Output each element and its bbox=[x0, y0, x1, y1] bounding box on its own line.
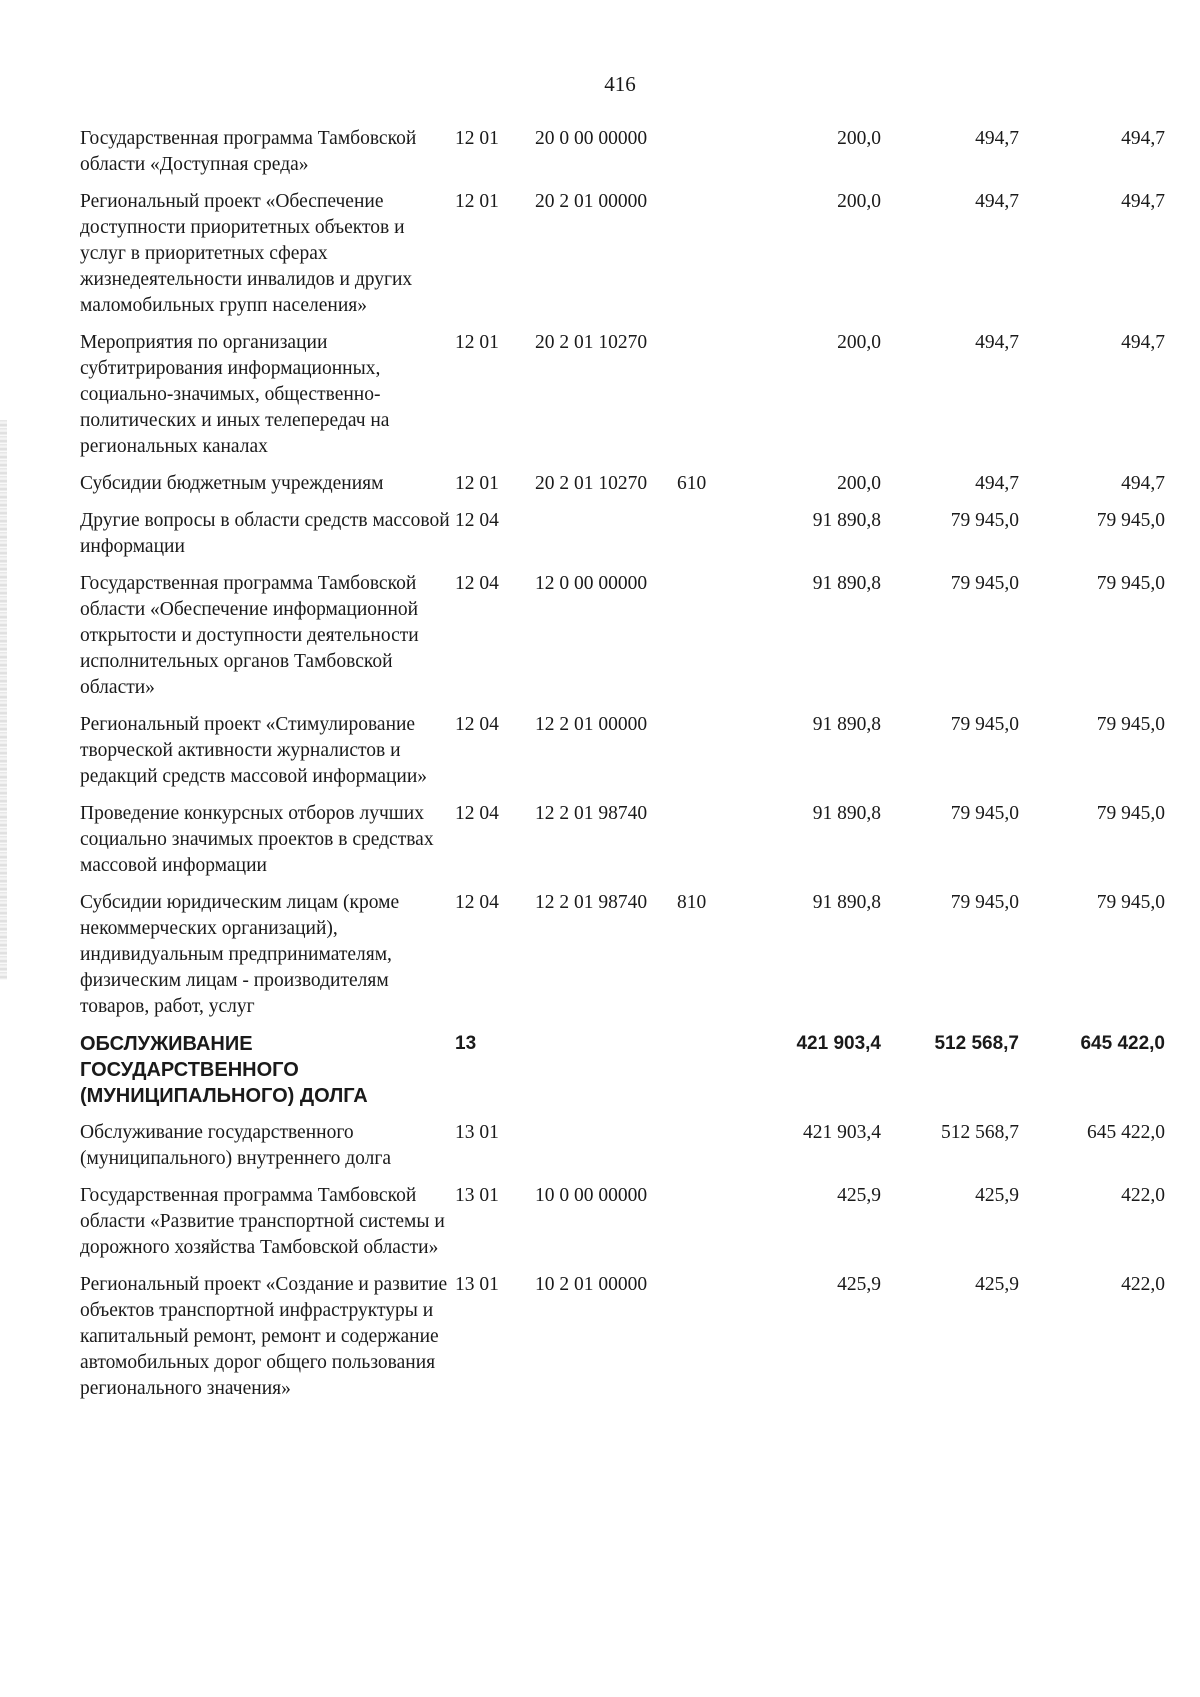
budget-table bbox=[80, 126, 1165, 1413]
amount-year-1: 200,0 bbox=[837, 128, 881, 149]
target-article-code: 20 2 01 10270 bbox=[535, 473, 648, 494]
section-code: 13 01 bbox=[455, 1185, 499, 1206]
target-article-code: 12 0 00 00000 bbox=[535, 573, 648, 594]
amount-year-2: 512 568,7 bbox=[941, 1122, 1019, 1143]
expense-name: Обслуживание государственного (муниципального) внутреннего долга bbox=[80, 1122, 392, 1169]
table-row bbox=[80, 508, 1165, 571]
expense-name: Региональный проект «Стимулирование творческой активности журналистов и редакций средств массовой информации» bbox=[80, 714, 428, 787]
target-article-code bbox=[535, 1120, 677, 1183]
amount-year-1: 421 903,4 bbox=[803, 1122, 881, 1143]
amount-year-3: 494,7 bbox=[1121, 128, 1165, 149]
section-code: 12 01 bbox=[455, 473, 499, 494]
target-article-code: 12 2 01 98740 bbox=[535, 892, 648, 913]
amount-year-2: 494,7 bbox=[975, 332, 1019, 353]
scan-edge-shadow bbox=[0, 420, 7, 980]
amount-year-2: 425,9 bbox=[975, 1185, 1019, 1206]
amount-year-1: 91 890,8 bbox=[812, 573, 881, 594]
page-number: 416 bbox=[604, 72, 636, 96]
expense-type-code bbox=[677, 189, 745, 330]
amount-year-3: 645 422,0 bbox=[1080, 1033, 1165, 1054]
table-row bbox=[80, 801, 1165, 890]
amount-year-2: 79 945,0 bbox=[950, 510, 1019, 531]
table-row bbox=[80, 1031, 1165, 1120]
expense-name: Государственная программа Тамбовской области «Обеспечение информационной открытости и доступности деятельности исполнительных органов Тамбовской области» bbox=[80, 573, 419, 698]
amount-year-2: 494,7 bbox=[975, 128, 1019, 149]
amount-year-3: 494,7 bbox=[1121, 473, 1165, 494]
amount-year-1: 425,9 bbox=[837, 1185, 881, 1206]
table-row bbox=[80, 890, 1165, 1031]
expense-name: Государственная программа Тамбовской области «Развитие транспортной системы и дорожного хозяйства Тамбовской области» bbox=[80, 1185, 445, 1258]
amount-year-3: 494,7 bbox=[1121, 332, 1165, 353]
expense-name: Субсидии бюджетным учреждениям bbox=[80, 473, 384, 494]
amount-year-3: 494,7 bbox=[1121, 191, 1165, 212]
amount-year-1: 200,0 bbox=[837, 191, 881, 212]
table-row bbox=[80, 189, 1165, 330]
expense-type-code bbox=[677, 508, 745, 571]
table-row bbox=[80, 1120, 1165, 1183]
amount-year-1: 91 890,8 bbox=[812, 714, 881, 735]
section-code: 13 bbox=[455, 1033, 477, 1054]
expense-name: Региональный проект «Создание и развитие объектов транспортной инфраструктуры и капитальный ремонт, ремонт и содержание автомобильных дорог общего пользования регионального значения» bbox=[80, 1274, 448, 1399]
table-row bbox=[80, 330, 1165, 471]
amount-year-2: 494,7 bbox=[975, 191, 1019, 212]
section-code: 12 01 bbox=[455, 128, 499, 149]
amount-year-3: 79 945,0 bbox=[1096, 510, 1165, 531]
expense-name: Субсидии юридическим лицам (кроме некоммерческих организаций), индивидуальным предпринимателям, физическим лицам - производителям товаров, работ, услуг bbox=[80, 892, 400, 1017]
amount-year-3: 79 945,0 bbox=[1096, 892, 1165, 913]
section-code: 12 04 bbox=[455, 892, 499, 913]
expense-name: Другие вопросы в области средств массовой информации bbox=[80, 510, 450, 557]
expense-type-code: 810 bbox=[677, 892, 707, 913]
amount-year-1: 200,0 bbox=[837, 332, 881, 353]
expense-name: ОБСЛУЖИВАНИЕ ГОСУДАРСТВЕННОГО (МУНИЦИПАЛЬНОГО) ДОЛГА bbox=[80, 1033, 368, 1107]
amount-year-2: 79 945,0 bbox=[950, 803, 1019, 824]
amount-year-1: 91 890,8 bbox=[812, 803, 881, 824]
section-code: 13 01 bbox=[455, 1274, 499, 1295]
amount-year-1: 91 890,8 bbox=[812, 510, 881, 531]
expense-type-code bbox=[677, 1031, 745, 1120]
amount-year-3: 422,0 bbox=[1121, 1274, 1165, 1295]
target-article-code: 20 2 01 10270 bbox=[535, 332, 648, 353]
amount-year-3: 422,0 bbox=[1121, 1185, 1165, 1206]
expense-type-code bbox=[677, 801, 745, 890]
expense-type-code: 610 bbox=[677, 473, 707, 494]
amount-year-3: 79 945,0 bbox=[1096, 573, 1165, 594]
amount-year-2: 512 568,7 bbox=[934, 1033, 1019, 1054]
amount-year-3: 79 945,0 bbox=[1096, 714, 1165, 735]
target-article-code: 12 2 01 00000 bbox=[535, 714, 648, 735]
amount-year-1: 200,0 bbox=[837, 473, 881, 494]
target-article-code bbox=[535, 508, 677, 571]
amount-year-2: 425,9 bbox=[975, 1274, 1019, 1295]
section-code: 12 01 bbox=[455, 191, 499, 212]
section-code: 12 04 bbox=[455, 803, 499, 824]
expense-type-code bbox=[677, 330, 745, 471]
target-article-code: 20 0 00 00000 bbox=[535, 128, 648, 149]
amount-year-1: 421 903,4 bbox=[796, 1033, 881, 1054]
section-code: 12 04 bbox=[455, 573, 499, 594]
target-article-code bbox=[535, 1031, 677, 1120]
amount-year-2: 494,7 bbox=[975, 473, 1019, 494]
section-code: 12 04 bbox=[455, 714, 499, 735]
table-row bbox=[80, 126, 1165, 189]
amount-year-3: 645 422,0 bbox=[1087, 1122, 1165, 1143]
expense-type-code bbox=[677, 571, 745, 712]
section-code: 12 04 bbox=[455, 510, 499, 531]
section-code: 12 01 bbox=[455, 332, 499, 353]
expense-name: Мероприятия по организации субтитрирования информационных, социально-значимых, общественно-политических и иных телепередач на региональных каналах bbox=[80, 332, 390, 457]
target-article-code: 20 2 01 00000 bbox=[535, 191, 648, 212]
target-article-code: 10 2 01 00000 bbox=[535, 1274, 648, 1295]
amount-year-2: 79 945,0 bbox=[950, 714, 1019, 735]
expense-type-code bbox=[677, 1272, 745, 1413]
target-article-code: 12 2 01 98740 bbox=[535, 803, 648, 824]
table-row bbox=[80, 712, 1165, 801]
section-code: 13 01 bbox=[455, 1122, 499, 1143]
table-row bbox=[80, 571, 1165, 712]
amount-year-3: 79 945,0 bbox=[1096, 803, 1165, 824]
expense-name: Государственная программа Тамбовской области «Доступная среда» bbox=[80, 128, 417, 175]
expense-name: Проведение конкурсных отборов лучших социально значимых проектов в средствах массовой информации bbox=[80, 803, 434, 876]
amount-year-2: 79 945,0 bbox=[950, 892, 1019, 913]
table-row bbox=[80, 471, 1165, 508]
amount-year-1: 425,9 bbox=[837, 1274, 881, 1295]
expense-type-code bbox=[677, 126, 745, 189]
expense-type-code bbox=[677, 712, 745, 801]
amount-year-1: 91 890,8 bbox=[812, 892, 881, 913]
expense-type-code bbox=[677, 1120, 745, 1183]
table-row bbox=[80, 1272, 1165, 1413]
target-article-code: 10 0 00 00000 bbox=[535, 1185, 648, 1206]
expense-name: Региональный проект «Обеспечение доступности приоритетных объектов и услуг в приоритетных сферах жизнедеятельности инвалидов и других маломобильных групп населения» bbox=[80, 191, 413, 316]
amount-year-2: 79 945,0 bbox=[950, 573, 1019, 594]
table-row bbox=[80, 1183, 1165, 1272]
expense-type-code bbox=[677, 1183, 745, 1272]
